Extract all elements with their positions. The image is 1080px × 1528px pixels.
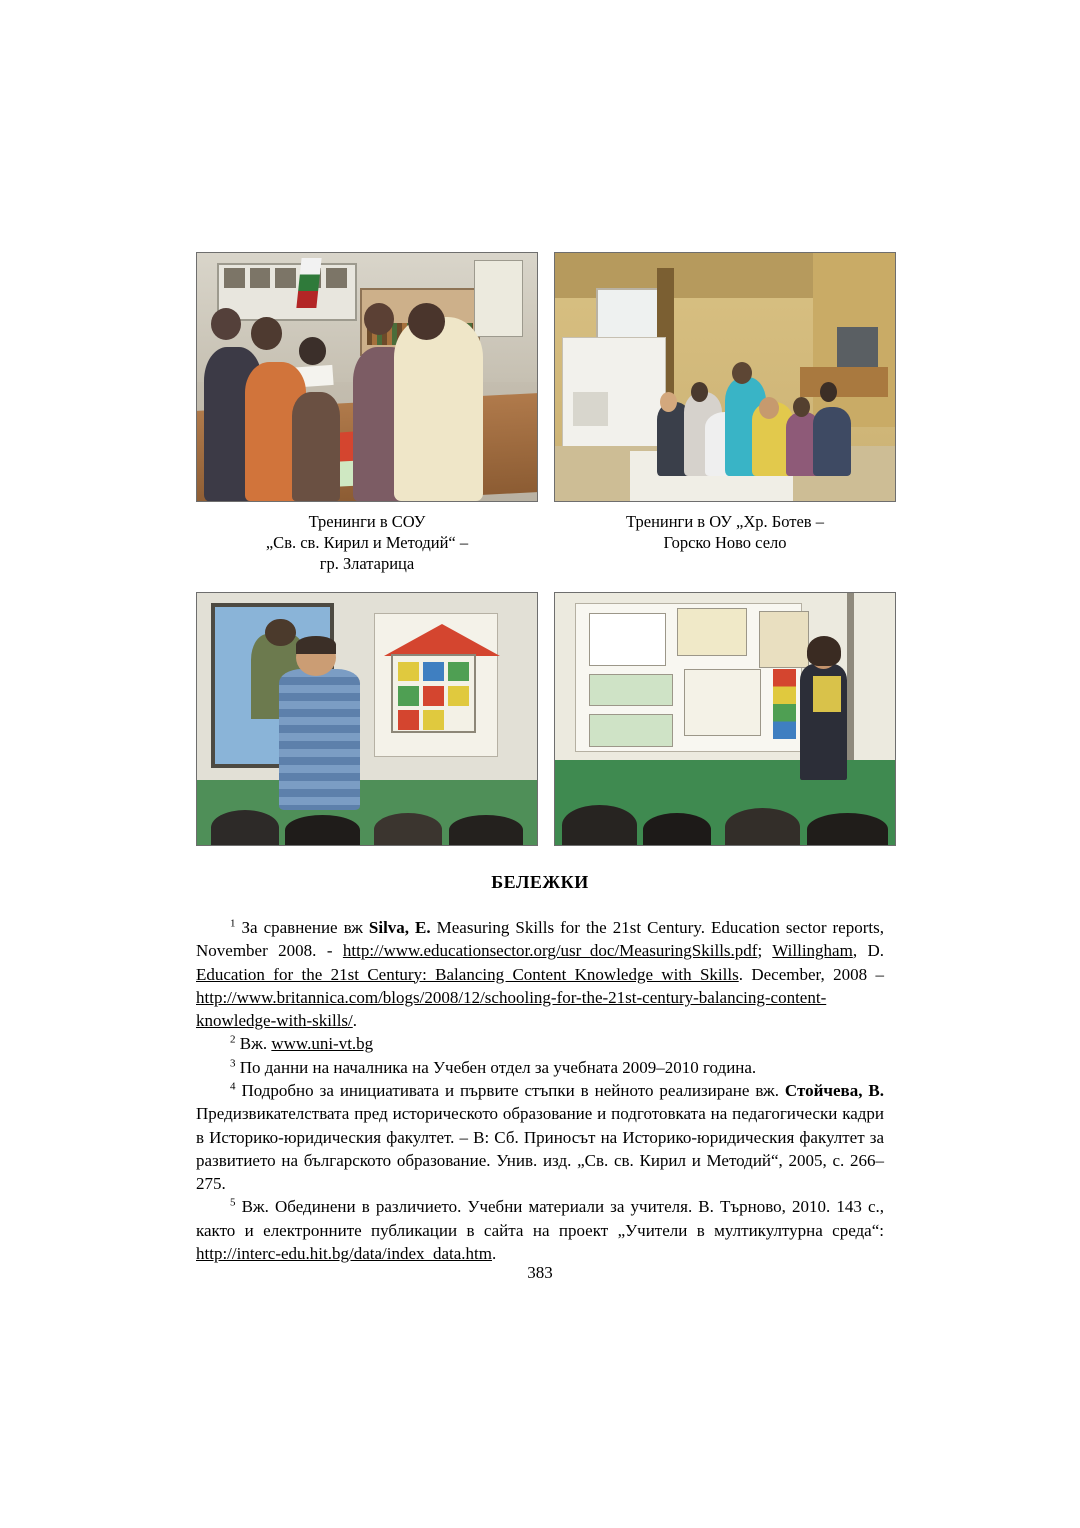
note-text: Предизвикателствата пред историческото образование и подготовката на педагогически кадри в Историко-юридическия факултет. – В: Сб. Приносът на Историко-юридическия факултет за развитието на българското образование. Унив. изд. „Св. св. Кирил и Методий“, 2005, с. 266–275.: [196, 1104, 884, 1194]
board-pole: [847, 593, 854, 759]
student-head: [408, 303, 445, 340]
note-author: Стойчева, В.: [784, 1080, 884, 1100]
caption-line: Горско Ново село: [663, 533, 787, 553]
poster-chart: [684, 669, 761, 737]
poster-chart: [589, 714, 673, 746]
note-author: Silva, E.: [368, 918, 431, 937]
figure-1-caption: [196, 511, 538, 574]
poster-chart: [589, 674, 673, 706]
house-roof-shape: [384, 624, 500, 656]
figure-row-top: [196, 252, 896, 574]
note-link[interactable]: http://www.educationsector.org/usr_doc/MeasuringSkills.pdf: [342, 941, 758, 961]
audience-head: [285, 815, 360, 845]
monitor: [837, 327, 878, 367]
caption-line: гр. Златарица: [319, 554, 415, 574]
note-item-4: [196, 1079, 884, 1195]
figure-2-caption: [554, 511, 896, 553]
computer-desk: [800, 367, 888, 397]
note-link[interactable]: Willingham: [772, 941, 853, 961]
wall-poster: [474, 260, 524, 336]
note-link[interactable]: http://www.britannica.com/blogs/2008/12/schooling-for-the-21st-century-balancing-content-knowledge-with-skills/: [196, 987, 827, 1031]
note-text: По данни на началника на Учебен отдел за учебната 2009–2010 година.: [235, 1057, 757, 1077]
note-link[interactable]: www.uni-vt.bg: [271, 1034, 374, 1054]
note-text: , D.: [852, 941, 884, 961]
note-item-3: [196, 1056, 884, 1079]
person-head: [820, 382, 837, 402]
figure-2-photo: [554, 252, 896, 502]
notes-heading: БЕЛЕЖКИ: [491, 872, 589, 892]
student-head: [211, 308, 242, 340]
figure-3: [196, 592, 538, 846]
house-body-shape: [391, 654, 477, 734]
note-text: Вж.: [235, 1034, 272, 1054]
caption-line: „Св. св. Кирил и Методий“ –: [265, 533, 469, 553]
note-item-1: [196, 916, 884, 1032]
note-text: ;: [757, 941, 773, 961]
notes-list: [196, 916, 884, 1265]
student-head: [364, 303, 395, 335]
presenter-hair: [296, 636, 337, 654]
audience-head: [725, 808, 800, 846]
caption-line: Тренинги в ОУ „Хр. Ботев –: [626, 512, 824, 531]
figure-row-bottom: [196, 592, 896, 846]
audience-head: [562, 805, 637, 845]
student-head: [251, 317, 282, 349]
person-head: [793, 397, 810, 417]
audience-head: [449, 815, 524, 845]
poster-chart: [759, 611, 809, 668]
poster-chart: [677, 608, 747, 655]
note-marker: 2: [230, 1033, 236, 1046]
figure-3-photo: [196, 592, 538, 846]
student-figure: [813, 407, 850, 476]
figure-4: [554, 592, 896, 846]
note-text: Measuring Skills for the 21st Century. Education sector reports, November 2008. -: [196, 918, 884, 961]
figure-4-photo: [554, 592, 896, 846]
figure-grid: [196, 252, 896, 846]
audience-head: [643, 813, 711, 846]
student-head: [299, 337, 326, 364]
presenter-body: [279, 669, 361, 810]
note-marker: 1: [230, 917, 236, 930]
note-link[interactable]: Education for the 21st Century: Balancing Content Knowledge with Skills: [196, 964, 739, 984]
page-number: 383: [527, 1263, 553, 1282]
note-link[interactable]: http://interc-edu.hit.bg/data/index_data.htm: [196, 1243, 493, 1263]
figure-2: [554, 252, 896, 553]
presenter-scarf: [813, 676, 840, 711]
note-text: . December, 2008 –: [738, 964, 884, 984]
presenter-hair: [807, 636, 841, 666]
color-stripe: [773, 669, 797, 740]
poster-chart: [589, 613, 666, 665]
note-text: Подробно за инициативата и първите стъпки в нейното реализиране вж.: [235, 1080, 785, 1100]
note-marker: 3: [230, 1057, 236, 1070]
person-head: [691, 382, 708, 402]
background-person-head: [265, 619, 296, 647]
caption-line: Тренинги в СОУ: [308, 512, 426, 531]
student-figure: [292, 392, 340, 501]
note-text: .: [352, 1011, 358, 1031]
note-text: .: [492, 1243, 497, 1263]
board-pictures: [224, 268, 346, 288]
note-text: За сравнение вж: [235, 918, 369, 937]
note-item-5: [196, 1195, 884, 1265]
note-text: Вж. Обединени в различието. Учебни материали за учителя. В. Търново, 2010. 143 с., както и електронните публикации в сайта на проект „Учители в мултикултурна среда“:: [196, 1197, 884, 1240]
figure-1-photo: [196, 252, 538, 502]
student-figure: [394, 317, 482, 501]
audience-head: [211, 810, 279, 845]
figure-1: [196, 252, 538, 574]
audience-head: [807, 813, 889, 846]
audience-head: [374, 813, 442, 846]
note-marker: 4: [230, 1080, 236, 1093]
note-item-2: [196, 1032, 884, 1055]
note-marker: 5: [230, 1196, 236, 1209]
